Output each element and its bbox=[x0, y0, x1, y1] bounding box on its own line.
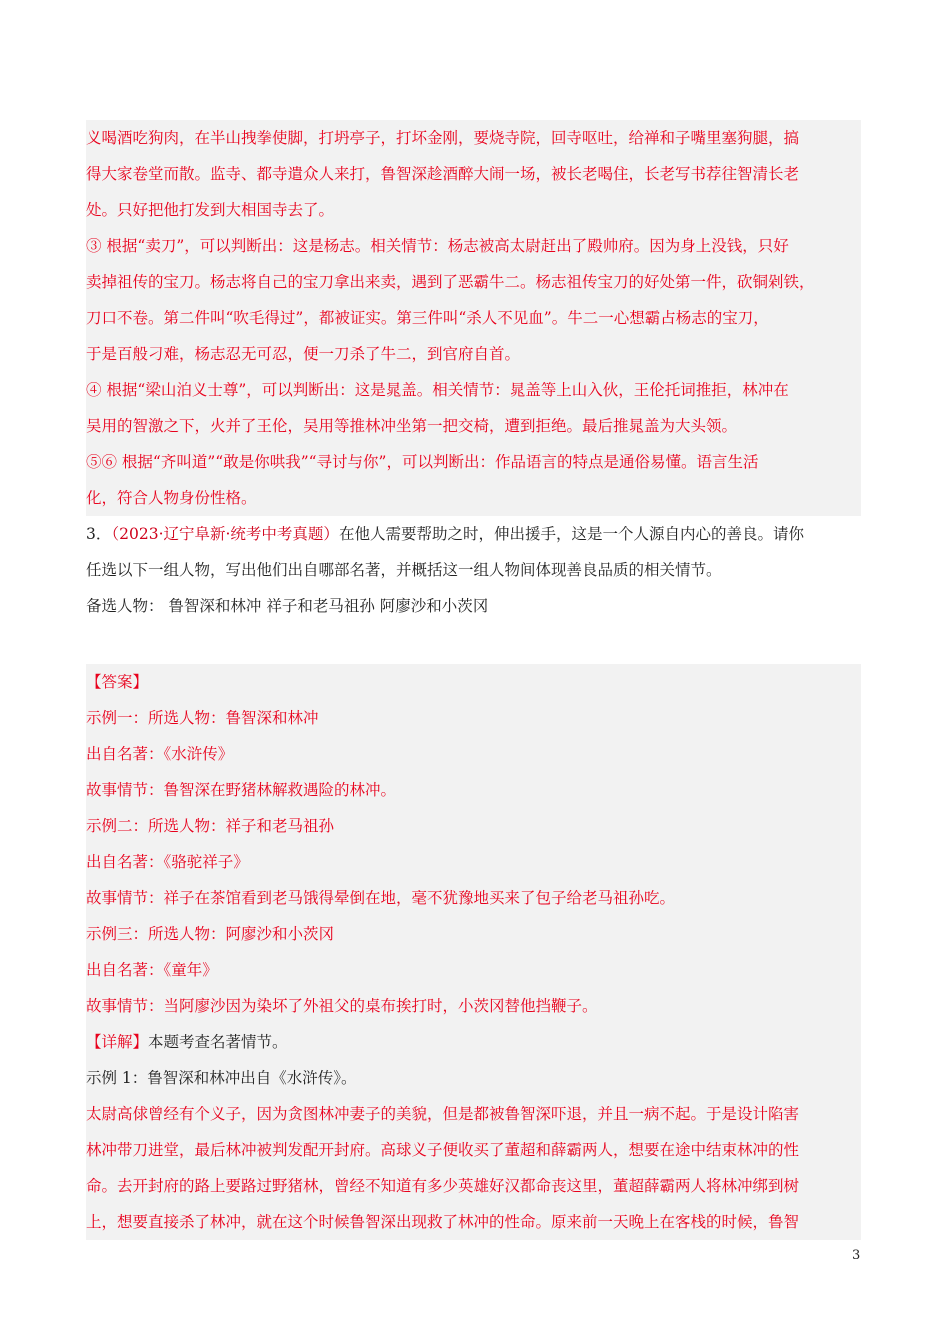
explanation-line: 化，符合人物身份性格。 bbox=[86, 489, 257, 507]
answer-line: 出自名著：《骆驼祥子》 bbox=[86, 853, 249, 871]
explanation-line: 义喝酒吃狗肉，在半山拽拳使脚，打坍亭子，打坏金刚，要烧寺院，回寺呕吐，给禅和子嘴里塞狗腿，搞 bbox=[86, 129, 800, 147]
example-1-line: 示例 1：鲁智深和林冲出自《水浒传》。 bbox=[86, 1069, 357, 1087]
question-text: 在他人需要帮助之时，伸出援手，这是一个人源自内心的善良。请你 bbox=[338, 525, 804, 543]
question-candidates: 备选人物： 鲁智深和林冲 祥子和老马祖孙 阿廖沙和小茨冈 bbox=[86, 597, 489, 615]
answer-block bbox=[86, 664, 861, 1240]
answer-line: 示例一：所选人物：鲁智深和林冲 bbox=[86, 709, 319, 727]
detail-text: 本题考查名著情节。 bbox=[148, 1033, 288, 1051]
answer-line: 出自名著：《水浒传》 bbox=[86, 745, 234, 763]
answer-line: 故事情节：祥子在茶馆看到老马饿得晕倒在地，毫不犹豫地买来了包子给老马祖孙吃。 bbox=[86, 889, 676, 907]
page-number: 3 bbox=[852, 1248, 861, 1263]
document-page bbox=[86, 120, 861, 1240]
explanation-line: ③ 根据“卖刀”，可以判断出：这是杨志。相关情节：杨志被高太尉赶出了殿帅府。因为身上没钱，只好 bbox=[86, 237, 789, 255]
answer-line: 示例三：所选人物：阿廖沙和小茨冈 bbox=[86, 925, 335, 943]
story-line: 太尉高俅曾经有个义子，因为贪图林冲妻子的美貌，但是都被鲁智深吓退，并且一病不起。于是设计陷害 bbox=[86, 1105, 800, 1123]
detail-line bbox=[86, 1024, 861, 1060]
question-source: （2023·辽宁阜新·统考中考真题） bbox=[111, 525, 339, 543]
answer-line: 示例二：所选人物：祥子和老马祖孙 bbox=[86, 817, 335, 835]
answer-label: 【答案】 bbox=[86, 673, 149, 691]
question-number: 3． bbox=[86, 525, 112, 543]
detail-label: 【详解】 bbox=[86, 1033, 149, 1051]
answer-line: 出自名著：《童年》 bbox=[86, 961, 218, 979]
explanation-line: 刀口不卷。第二件叫“吹毛得过”，都被证实。第三件叫“杀人不见血”。牛二一心想霸占杨志的宝刀， bbox=[86, 309, 769, 327]
explanation-block bbox=[86, 120, 861, 516]
answer-lines bbox=[86, 700, 861, 1024]
question-line-1 bbox=[86, 516, 861, 552]
explanation-line: 吴用的智激之下，火并了王伦，吴用等推林冲坐第一把交椅，遭到拒绝。最后推晁盖为大头领。 bbox=[86, 417, 738, 435]
answer-line: 故事情节：当阿廖沙因为染坏了外祖父的桌布挨打时，小茨冈替他挡鞭子。 bbox=[86, 997, 598, 1015]
story-lines bbox=[86, 1096, 861, 1240]
spacer bbox=[86, 624, 861, 664]
explanation-line: 处。只好把他打发到大相国寺去了。 bbox=[86, 201, 335, 219]
answer-line: 故事情节：鲁智深在野猪林解救遇险的林冲。 bbox=[86, 781, 397, 799]
question-3 bbox=[86, 516, 861, 624]
story-line: 林冲带刀进堂，最后林冲被判发配开封府。高球义子便收买了董超和薛霸两人，想要在途中结束林冲的性 bbox=[86, 1141, 800, 1159]
explanation-line: 卖掉祖传的宝刀。杨志将自己的宝刀拿出来卖，遇到了恶霸牛二。杨志祖传宝刀的好处第一件，砍铜剁铁， bbox=[86, 273, 815, 291]
explanation-line: 于是百般刁难，杨志忍无可忍，便一刀杀了牛二，到官府自首。 bbox=[86, 345, 521, 363]
story-line: 命。去开封府的路上要路过野猪林，曾经不知道有多少英雄好汉都命丧这里，董超薛霸两人将林冲绑到树 bbox=[86, 1177, 800, 1195]
explanation-line: 得大家卷堂而散。监寺、都寺遣众人来打，鲁智深趁酒醉大闹一场，被长老喝住，长老写书荐往智清长老 bbox=[86, 165, 800, 183]
explanation-line: ④ 根据“梁山泊义士尊”，可以判断出：这是晁盖。相关情节：晁盖等上山入伙，王伦托词推拒，林冲在 bbox=[86, 381, 789, 399]
story-line: 上，想要直接杀了林冲，就在这个时候鲁智深出现救了林冲的性命。原来前一天晚上在客栈的时候，鲁智 bbox=[86, 1213, 800, 1231]
explanation-line: ⑤⑥ 根据“齐叫道”“敢是你哄我”“寻讨与你”，可以判断出：作品语言的特点是通俗易懂。语言生活 bbox=[86, 453, 759, 471]
question-line-2: 任选以下一组人物，写出他们出自哪部名著，并概括这一组人物间体现善良品质的相关情节。 bbox=[86, 561, 722, 579]
